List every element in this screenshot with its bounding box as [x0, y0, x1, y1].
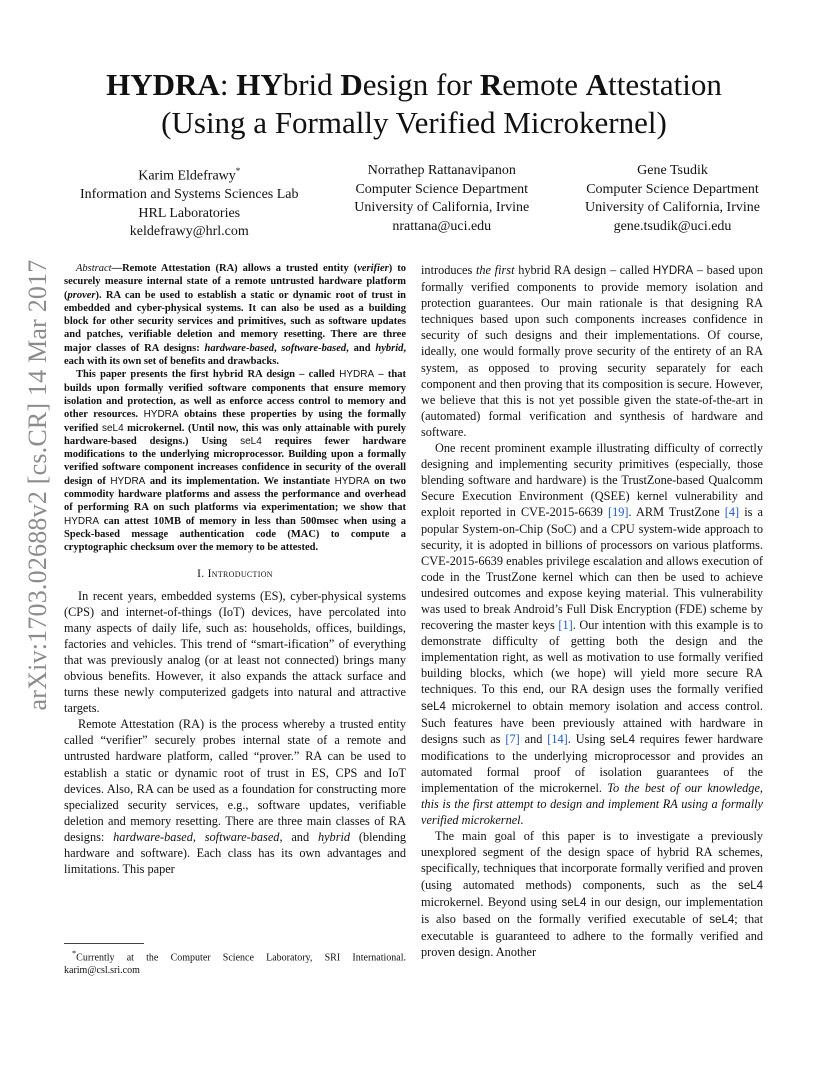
title-line-1: HYDRA: HYbrid Design for Remote Attestation — [106, 67, 722, 102]
arxiv-identifier — [18, 259, 58, 711]
citation-link[interactable]: [4] — [724, 505, 740, 520]
author-2 — [354, 162, 529, 242]
citation-link[interactable]: [7] — [505, 731, 520, 746]
title-a: A — [585, 67, 609, 102]
abstract-paragraph-2: This paper presents the first hybrid RA design – called HYDRA – that builds upon formally verified software components that ensure memory isolation and protection, as well as enforce access control to memory and other resources. HYDRA obtains these properties by using the formally verified seL4 microkernel. (Until now, this was only attainable with purely hardware-based designs.) Using seL4 requires fewer hardware modifications to the underlying microprocessor. Building upon a formally verified software component increases confidence in security of the overall design of HYDRA and its implementation. We instantiate HYDRA on two commodity hardware platforms and assess the performance and overhead of performing RA on such platforms via experimentation; we show that HYDRA can attest 10MB of memory in less than 500msec when using a Speck-based message authentication code (MAC) to compute a cryptographic checksum over the memory to be attested. — [64, 369, 407, 554]
author-affiliation: Information and Systems Sciences Lab — [80, 187, 299, 203]
intro-paragraph-1: In recent years, embedded systems (ES), cyber-physical systems (CPS) and internet-of-things (IoT) devices, have percolated into many aspects of daily life, such as: households, offices, buildings, factories and vehicles. This trend of “smart-ification” of everything that was previously analog (or at least not connected) brings many obvious benefits. However, it also expands the attack surface and turns these newly computerized gadgets into natural and attractive targets. — [64, 588, 406, 716]
author-institution: HRL Laboratories — [138, 205, 241, 221]
intro-paragraph-5: The main goal of this paper is to investigate a previously unexplored segment of the design space of hybrid RA schemes, specifically, techniques that incorporate formally verified and proven (using automated methods) components, such as the seL4 microkernel. Beyond using seL4 in our design, our implementation is also based on the formally verified executable of seL4; that executable is guaranteed to adhere to the formally verified and proven design. Another — [421, 829, 764, 959]
author-email: keldefrawy@hrl.com — [129, 224, 249, 240]
author-name: Norrathep Rattanavipanon — [367, 163, 516, 178]
author-1 — [80, 162, 299, 242]
footnote-text: *Currently at the Computer Science Laboratory, SRI International. karim@csl.sri.com — [64, 949, 406, 976]
paper-title — [60, 66, 768, 142]
abstract-paragraph-1: Abstract—Remote Attestation (RA) allows a trusted entity (verifier) to securely measure internal state of a remote untrusted hardware platform (prover). RA can be used to establish a static or dynamic root of trust in embedded and cyber-physical systems. It can also be used as a building block for other security services and primitives, such as software updates and patches, verifiable deletion and memory resetting. There are three major classes of RA designs: hardware-based, software-based, and hybrid, each with its own set of benefits and drawbacks. — [64, 263, 406, 368]
citation-link[interactable]: [19] — [608, 505, 629, 520]
author-block — [80, 162, 760, 242]
citation-link[interactable]: [14] — [547, 731, 568, 746]
intro-paragraph-4: One recent prominent example illustrating difficulty of correctly designing and implementing security primitives (especially, those blending software and hardware) is the TrustZone-based Qualcomm Secure Execution Environment (QSEE) kernel vulnerability and exploit reported in CVE-2015-6639 [19]. ARM TrustZone [4] is a popular System-on-Chip (SoC) and a CPU system-wide approach to security, it is adopted in billions of processors on various platforms. CVE-2015-6639 enables privilege escalation and allows execution of code in the TrustZone kernel which can then be used to achieve undesired outcomes and expose keying material. This vulnerability was used to break Android’s Full Disk Encryption (FDE) scheme by recovering the master keys [1]. Our intention with this example is to demonstrate difficulty of getting both the design and the implementation right, as well as motivation to use formally verified building blocks, which (we hope) will yield more secure RA techniques. To this end, our RA design uses the formally verified seL4 microkernel to obtain memory isolation and access control. Such features have been previously attained with hardware in designs such as [7] and [14]. Using seL4 requires fewer hardware modifications to the underlying microprocessor and provides an automated formal proof of isolation guarantees of the implementation of the microkernel. To the best of our knowledge, this is the first attempt to design and implement RA using a formally verified microkernel. — [421, 441, 764, 828]
author-name: Karim Eldefrawy* — [138, 166, 241, 184]
author-institution: University of California, Irvine — [354, 200, 530, 216]
title-hy: HY — [236, 67, 283, 102]
title-word-hydra: HYDRA — [106, 67, 220, 102]
author-name: Gene Tsudik — [637, 163, 708, 178]
intro-paragraph-2: Remote Attestation (RA) is the process whereby a trusted entity called “verifier” securely probes internal state of a remote and untrusted hardware platform, called “prover.” RA can be used to establish a static or dynamic root of trust in ES, CPS and IoT devices. Also, RA can be used as a foundation for constructing more specialized security services, e.g., software updates, verifiable deletion and memory resetting. There are three main classes of RA designs: hardware-based, software-based, and hybrid (blending hardware and software). Each class has its own advantages and limitations. This paper — [64, 717, 406, 877]
author-affiliation: Computer Science Department — [586, 181, 759, 197]
right-column — [421, 262, 763, 960]
author-email: gene.tsudik@uci.edu — [613, 218, 732, 234]
title-d: D — [340, 67, 363, 102]
author-3 — [585, 162, 760, 242]
arxiv-identifier-text: arXiv:1703.02688v2 [cs.CR] 14 Mar 2017 — [23, 259, 52, 711]
author-affiliation: Computer Science Department — [355, 181, 529, 197]
title-r: R — [479, 67, 503, 102]
left-column — [64, 262, 406, 877]
author-institution: University of California, Irvine — [585, 200, 760, 216]
citation-link[interactable]: [1] — [558, 618, 573, 633]
author-email: nrattana@uci.edu — [392, 218, 492, 234]
section-heading: I. Introduction — [197, 567, 273, 580]
intro-paragraph-3: introduces the first hybrid RA design – called HYDRA – based upon formally verified components to provide memory isolation and protection guarantees. Our main rationale is that designing RA techniques based upon such components increases confidence in security of such designs and their implementations. Of course, ideally, one would formally prove security of the entirety of an RA system, as opposed to proving security separately for each component and then proving that its composition is secure. However, we believe that this is not yet possible given the state-of-the-art in (automated) formal verification and synthesis of hardware and software. — [421, 263, 763, 439]
footnote — [64, 943, 406, 977]
title-line-2: (Using a Formally Verified Microkernel) — [161, 105, 667, 140]
footnote-rule — [64, 943, 144, 944]
